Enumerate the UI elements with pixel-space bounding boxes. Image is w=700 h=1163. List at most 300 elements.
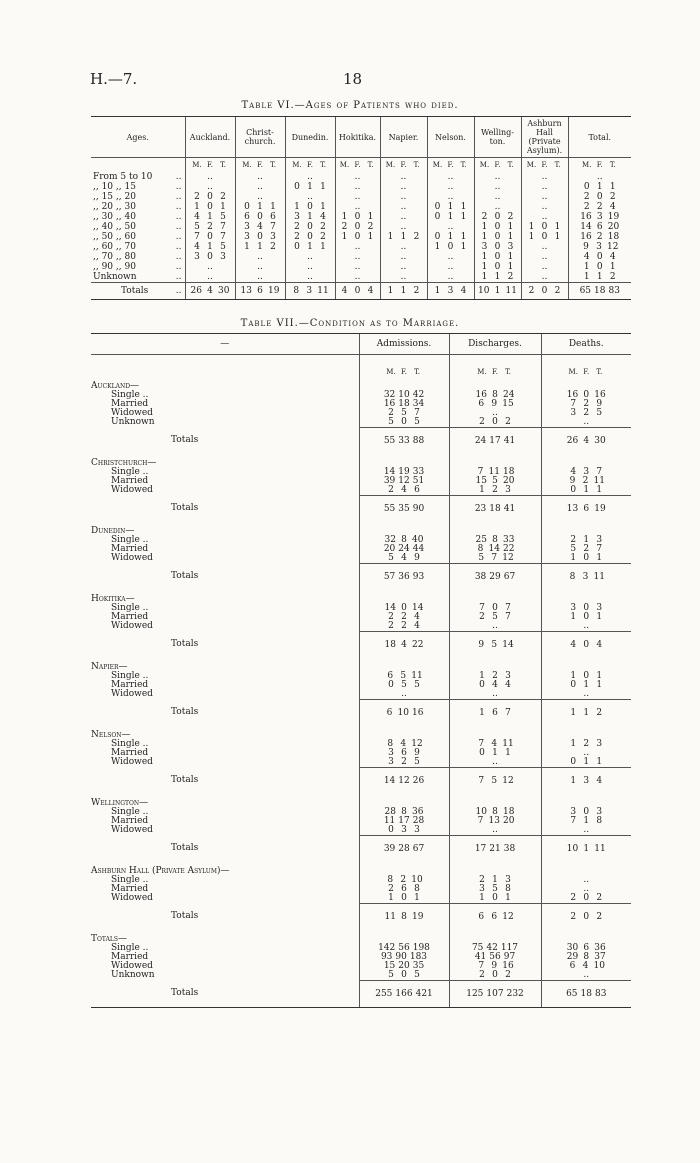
value: 9 — [596, 399, 603, 409]
value: 4 — [460, 286, 467, 296]
value: 11 — [502, 739, 514, 749]
value: 166 — [395, 988, 413, 999]
totals-label: Totals — [171, 988, 199, 999]
dea-total-cell — [541, 904, 631, 931]
value-triplet — [570, 212, 631, 222]
value-triplet — [337, 252, 379, 262]
age-value-cell — [474, 212, 521, 222]
value-triplet — [523, 212, 567, 222]
value: 0 — [492, 970, 498, 980]
value: .. — [447, 262, 454, 272]
dea-value-cell — [541, 690, 631, 700]
value: 6 — [583, 503, 590, 514]
total-value-cell — [335, 283, 380, 300]
condition-label: Unknown — [111, 970, 155, 981]
value: 38 — [474, 571, 487, 582]
value: 117 — [500, 943, 519, 953]
value: 2 — [388, 884, 394, 894]
dea-total-cell — [541, 981, 631, 1008]
value-triplet — [542, 690, 632, 699]
value: .. — [307, 252, 313, 262]
value-triplet — [429, 272, 473, 282]
dis-value-cell — [449, 622, 541, 632]
value: 1 — [307, 182, 313, 192]
age-value-cell — [335, 170, 380, 182]
col-christchurch: Christ-church. — [235, 117, 285, 158]
value: 2 — [582, 476, 589, 486]
age-label-cell — [91, 222, 185, 232]
totals-label: Totals — [171, 911, 199, 922]
value: .. — [583, 884, 590, 894]
value: 83 — [594, 988, 607, 999]
value: 17 — [474, 843, 487, 854]
mft-label: F. — [401, 368, 407, 376]
value: 2 — [583, 399, 590, 409]
value-triplet — [542, 971, 632, 980]
value: 5 — [388, 970, 394, 980]
value-triplet — [187, 202, 234, 212]
value: 0 — [583, 807, 590, 817]
mft-label: M. — [479, 161, 490, 169]
value: 5 — [491, 639, 498, 650]
region-totals-row — [91, 428, 631, 455]
value: 2 — [507, 212, 514, 222]
value: 0 — [294, 242, 300, 252]
value: 4 — [609, 202, 616, 212]
adm-value-cell — [359, 554, 449, 564]
value: 2 — [401, 757, 407, 767]
value-triplet — [360, 894, 449, 903]
value: 1 — [434, 242, 441, 252]
age-value-cell — [235, 170, 285, 182]
condition-label: Single .. — [111, 739, 149, 749]
value-triplet — [570, 192, 631, 202]
adm-total-cell — [359, 700, 449, 727]
value-triplet — [476, 286, 520, 296]
age-value-cell — [185, 252, 235, 262]
value: 3 — [570, 807, 577, 817]
value: 28 — [398, 843, 410, 854]
value: 0 — [583, 671, 590, 681]
value: 11 — [411, 671, 423, 681]
mft-cell — [335, 158, 380, 171]
value: .. — [207, 172, 213, 182]
value: 4 — [414, 612, 420, 622]
value-triplet — [523, 172, 567, 182]
value-triplet — [337, 202, 379, 212]
age-value-cell — [474, 242, 521, 252]
value-triplet — [237, 172, 284, 182]
mft-label: T. — [609, 161, 616, 169]
value: 32 — [383, 390, 396, 400]
dea-total-cell — [541, 632, 631, 659]
mft-label: F. — [307, 161, 313, 169]
value-triplet — [287, 272, 334, 282]
value-triplet — [287, 222, 334, 232]
value: 3 — [414, 825, 420, 835]
value-triplet — [450, 990, 541, 999]
value: 7 — [505, 603, 511, 613]
value-triplet — [429, 222, 473, 232]
value: 6 — [401, 748, 407, 758]
value: 142 — [378, 943, 396, 953]
value: 1 — [481, 252, 488, 262]
value: 3 — [596, 535, 603, 545]
value: 1 — [583, 757, 590, 767]
blank-cell — [541, 862, 631, 876]
age-value-cell — [568, 182, 631, 192]
value: 183 — [409, 952, 428, 962]
dea-total-cell — [541, 428, 631, 455]
value: 1 — [270, 202, 276, 212]
blank-cell — [359, 726, 449, 740]
value: .. — [400, 272, 407, 282]
value: 39 — [383, 476, 396, 486]
value: 37 — [594, 952, 606, 962]
value: .. — [492, 689, 498, 699]
age-value-cell — [427, 272, 474, 283]
value: 1 — [570, 707, 577, 718]
value: 75 — [471, 943, 484, 953]
value: .. — [354, 192, 361, 202]
condition-row — [91, 486, 631, 496]
value: 32 — [384, 535, 396, 545]
value: 1 — [570, 671, 577, 681]
value: 2 — [505, 417, 511, 427]
value: 198 — [412, 943, 430, 953]
value: 4 — [341, 286, 348, 296]
value: 2 — [388, 485, 394, 495]
value: 13 — [566, 503, 579, 514]
value-triplet — [476, 262, 520, 272]
value: 83 — [608, 286, 620, 296]
value-triplet — [237, 252, 284, 262]
value: 1 — [554, 232, 561, 242]
value: 1 — [494, 272, 501, 282]
dea-value-cell — [541, 486, 631, 496]
value: 5 — [400, 671, 407, 681]
age-value-cell — [521, 170, 568, 182]
value-triplet — [450, 418, 541, 427]
value-triplet — [287, 212, 334, 222]
value: .. — [494, 202, 501, 212]
value: 1 — [307, 212, 313, 222]
blank-cell — [449, 377, 541, 391]
value: 2 — [554, 286, 561, 296]
value: 17 — [398, 816, 410, 826]
dis-total-cell — [449, 836, 541, 863]
value: 19 — [607, 212, 620, 222]
value: 9 — [491, 399, 498, 409]
col-blank: — — [91, 334, 359, 355]
blank-cell — [359, 862, 449, 876]
condition-label: Married — [111, 748, 149, 758]
value: 0 — [447, 242, 454, 252]
value: 24 — [398, 544, 410, 554]
value: 41 — [503, 503, 516, 514]
value: 2 — [388, 408, 394, 418]
total-value-cell — [521, 283, 568, 300]
value: 10 — [398, 390, 410, 400]
value: 2 — [507, 272, 514, 282]
value-triplet — [450, 777, 541, 786]
value-triplet — [570, 262, 631, 272]
age-row — [91, 242, 631, 252]
condition-label: Widowed — [111, 408, 153, 418]
table7-title: Table VII.—Condition as to Marriage. — [240, 318, 460, 329]
value: 3 — [596, 242, 602, 252]
value: 19 — [268, 286, 280, 296]
value: 0 — [434, 212, 441, 222]
value: 0 — [307, 222, 313, 232]
region-totals-row — [91, 564, 631, 591]
value-triplet — [523, 262, 567, 272]
dis-value-cell — [449, 418, 541, 428]
value: 3 — [447, 286, 454, 296]
value: 6 — [478, 911, 485, 922]
value: 7 — [220, 222, 226, 232]
age-value-cell — [185, 242, 235, 252]
condition-row — [91, 690, 631, 700]
dea-total-cell — [541, 564, 631, 591]
value-triplet — [360, 777, 449, 786]
mft-label: M. — [292, 161, 302, 169]
value: 4 — [570, 639, 577, 650]
value: 97 — [503, 952, 516, 962]
value: 1 — [570, 612, 577, 622]
value: 2 — [479, 612, 485, 622]
value: 1 — [244, 242, 250, 252]
value: 3 — [194, 252, 200, 262]
value: .. — [400, 212, 407, 222]
age-label: ,, 30 ,, 40 — [93, 212, 136, 222]
value: 0 — [570, 680, 577, 690]
value: 7 — [596, 544, 603, 554]
blank-cell — [359, 930, 449, 944]
value: 1 — [596, 757, 603, 767]
region-name: Nelson— — [91, 730, 131, 740]
value: 12 — [502, 775, 514, 786]
value: 1 — [388, 893, 394, 903]
value: .. — [354, 172, 361, 182]
value: 90 — [412, 503, 425, 514]
mft-label: M. — [582, 161, 592, 169]
condition-row — [91, 409, 631, 418]
value: 9 — [414, 748, 420, 758]
dea-total-cell — [541, 496, 631, 523]
age-label: ,, 20 ,, 30 — [93, 202, 136, 212]
value: 1 — [481, 232, 488, 242]
value-triplet — [382, 272, 426, 282]
value: 41 — [503, 435, 516, 446]
value: .. — [583, 689, 590, 699]
value: 3 — [388, 748, 394, 758]
value: 8 — [505, 884, 511, 894]
value: 5 — [388, 553, 394, 563]
value: 0 — [388, 680, 394, 690]
value-triplet — [429, 262, 473, 272]
value: 2 — [596, 911, 603, 922]
region-name: Totals— — [91, 934, 128, 944]
value: 3 — [479, 884, 485, 894]
leader-dots: .. — [175, 182, 182, 192]
value: 29 — [489, 571, 501, 582]
value: 2 — [505, 970, 511, 980]
value: 40 — [412, 535, 424, 545]
value: 35 — [398, 503, 410, 514]
blank-cell — [541, 658, 631, 672]
leader-dots: .. — [175, 272, 182, 282]
value: 5 — [194, 222, 200, 232]
adm-value-cell — [359, 971, 449, 981]
value: 0 — [541, 286, 548, 296]
value: 16 — [566, 390, 579, 400]
dea-total-cell — [541, 768, 631, 795]
value-triplet — [382, 232, 426, 242]
value: 14 — [384, 603, 396, 613]
condition-label: Single .. — [111, 390, 149, 400]
value: 14 — [488, 544, 500, 554]
region-name: Christchurch— — [91, 458, 157, 468]
age-value-cell — [235, 182, 285, 192]
mft-cell — [521, 158, 568, 171]
value-triplet — [360, 486, 449, 495]
value-triplet — [570, 202, 631, 212]
value-triplet — [287, 286, 334, 296]
dis-total-cell — [449, 564, 541, 591]
value: 13 — [488, 816, 500, 826]
value: 421 — [415, 988, 433, 999]
value: 2 — [492, 671, 498, 681]
value: 56 — [398, 943, 410, 953]
value: 2 — [401, 612, 407, 622]
value: .. — [583, 875, 590, 885]
total-value-cell — [285, 283, 335, 300]
value-triplet — [429, 212, 473, 222]
value: 38 — [503, 843, 516, 854]
condition-row — [91, 613, 631, 622]
dis-value-cell — [449, 690, 541, 700]
value: 0 — [492, 893, 498, 903]
value: 1 — [609, 262, 616, 272]
value-triplet — [237, 222, 284, 232]
blank-cell — [359, 454, 449, 468]
value: 18 — [607, 232, 620, 242]
value: 2 — [413, 232, 420, 242]
region-totals-row — [91, 700, 631, 727]
value: 8 — [401, 911, 407, 922]
region-heading-row — [91, 658, 631, 672]
value-triplet — [542, 418, 632, 427]
value: 1 — [583, 272, 590, 282]
age-value-cell — [521, 242, 568, 252]
value: 3 — [244, 222, 250, 232]
value: .. — [583, 970, 590, 980]
age-value-cell — [568, 222, 631, 232]
value: 6 — [270, 212, 276, 222]
value: 3 — [306, 286, 313, 296]
value: 11 — [594, 843, 606, 854]
value: 8 — [569, 571, 576, 582]
age-value-cell — [474, 182, 521, 192]
value-triplet — [360, 758, 449, 767]
value: 65 — [566, 988, 578, 999]
dea-value-cell — [541, 826, 631, 836]
value-triplet — [523, 232, 567, 242]
mft-label: F. — [447, 161, 454, 169]
value: .. — [354, 272, 361, 282]
totals-label-cell — [91, 632, 359, 659]
value: 4 — [414, 621, 420, 631]
condition-label-cell — [91, 622, 359, 632]
value: 26 — [412, 775, 425, 786]
condition-label: Single .. — [111, 603, 149, 613]
age-value-cell — [235, 212, 285, 222]
page-number: 18 — [343, 70, 363, 88]
value-triplet — [450, 845, 541, 854]
value: 1 — [528, 222, 535, 232]
value: .. — [207, 182, 213, 192]
value: 30 — [594, 435, 606, 446]
value: 0 — [307, 232, 313, 242]
value: 3 — [507, 242, 514, 252]
mft-labels — [382, 160, 426, 170]
value: 7 — [479, 603, 485, 613]
value: 16 — [502, 961, 514, 971]
value: .. — [494, 192, 501, 202]
value: .. — [257, 262, 263, 272]
value: 1 — [507, 252, 514, 262]
mft-labels — [337, 160, 379, 170]
value: 4 — [583, 252, 590, 262]
condition-label: Married — [111, 476, 149, 486]
dea-value-cell — [541, 894, 631, 904]
age-value-cell — [380, 182, 427, 192]
age-label-cell — [91, 212, 185, 222]
mft-label: F. — [596, 161, 603, 169]
value: 14 — [383, 775, 396, 786]
value: 0 — [354, 222, 361, 232]
value: .. — [354, 242, 361, 252]
value: 56 — [489, 952, 501, 962]
value: 4 — [400, 739, 407, 749]
value-triplet — [237, 286, 284, 296]
age-value-cell — [285, 222, 335, 232]
mft-label: M. — [242, 161, 252, 169]
value-triplet — [542, 573, 632, 582]
mft-label: T. — [554, 161, 561, 169]
value: 2 — [596, 707, 603, 718]
age-value-cell — [474, 272, 521, 283]
condition-row — [91, 554, 631, 564]
condition-row — [91, 622, 631, 632]
value-triplet — [360, 437, 449, 446]
value: 0 — [401, 417, 407, 427]
totals-label-cell — [91, 564, 359, 591]
value: 20 — [503, 816, 515, 826]
age-row — [91, 232, 631, 242]
condition-label-cell — [91, 690, 359, 700]
value-triplet — [542, 826, 632, 835]
blank-cell — [91, 355, 359, 378]
value: 1 — [507, 222, 514, 232]
value-triplet — [360, 573, 449, 582]
value: 0 — [401, 603, 407, 613]
value: 1 — [294, 202, 300, 212]
value: .. — [400, 222, 407, 232]
value: .. — [583, 621, 590, 631]
value: 5 — [414, 970, 420, 980]
